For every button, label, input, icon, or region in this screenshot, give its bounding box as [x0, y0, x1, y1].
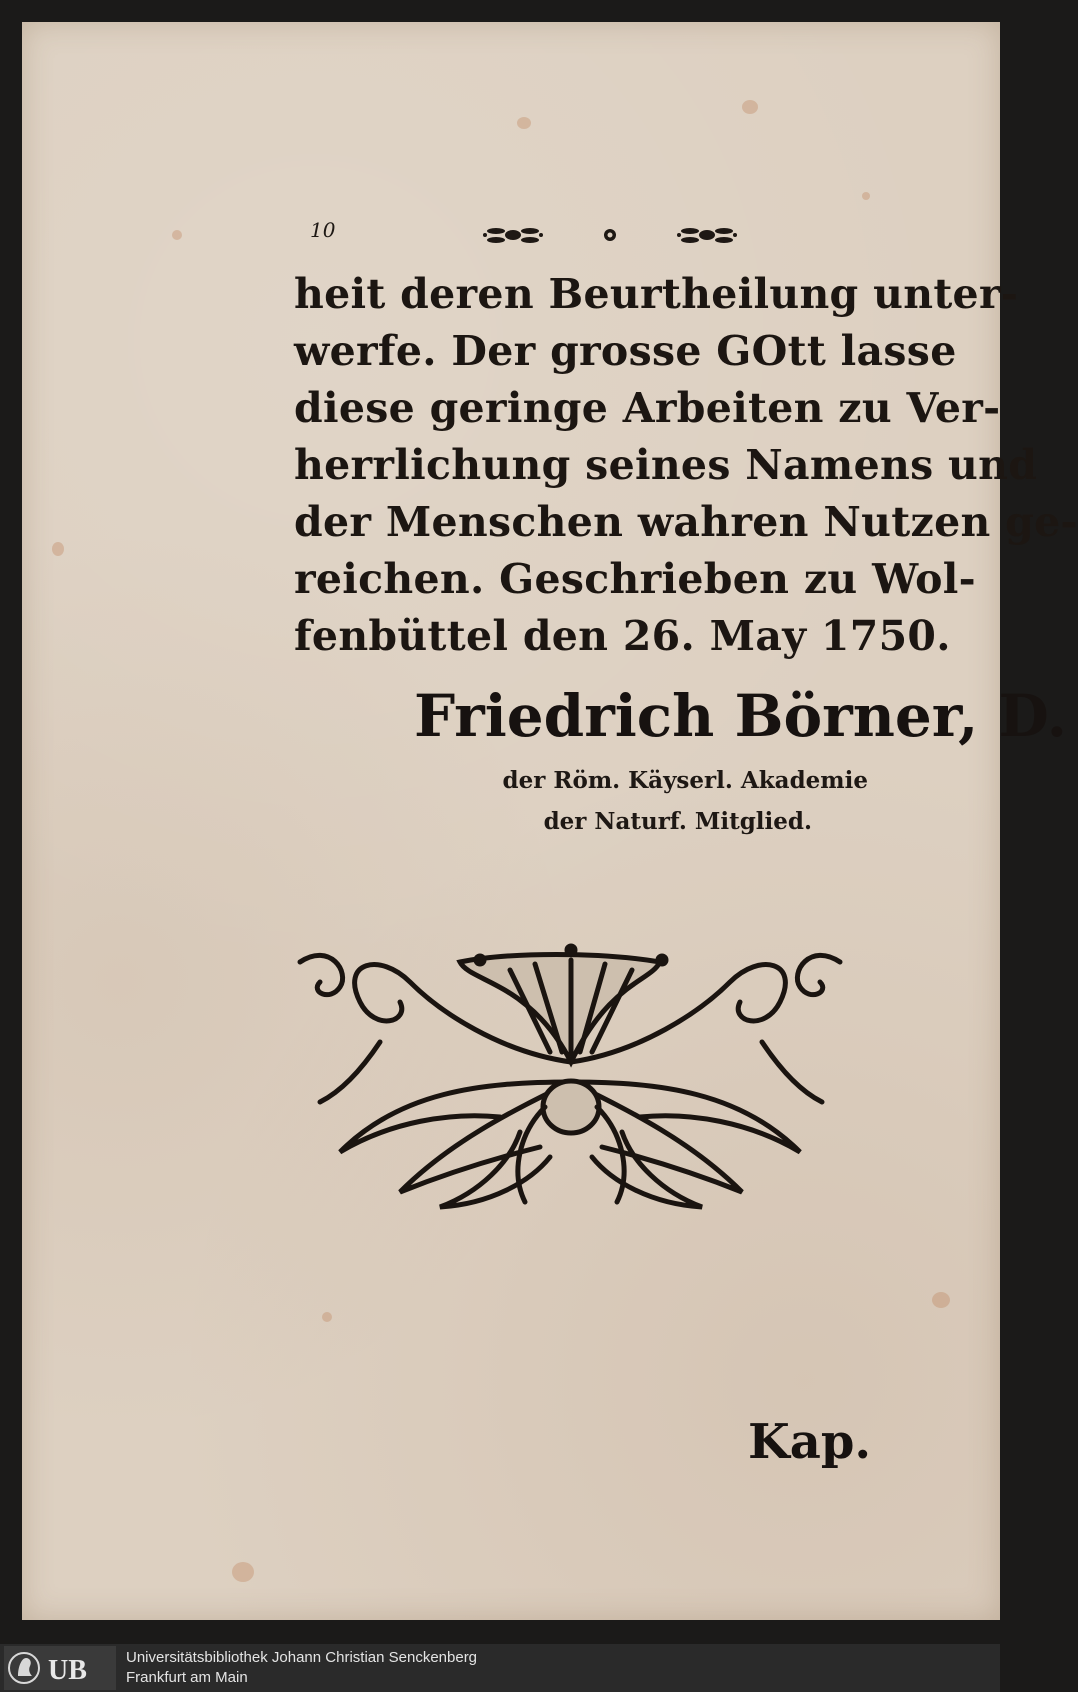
- catchword: Kap.: [748, 1414, 872, 1470]
- author-signature: Friedrich Börner, D.: [414, 682, 1067, 750]
- author-affiliation: der Naturf. Mitglied.: [543, 808, 812, 835]
- author-affiliation: der Röm. Käyserl. Akademie: [502, 767, 868, 794]
- header-ornament-icon: [482, 222, 544, 248]
- text-line: herrlichung seines Namens und: [294, 441, 1038, 489]
- body-paragraph: [294, 266, 1078, 665]
- text-line: heit deren Beurtheilung unter-: [294, 270, 1019, 318]
- library-credit: [126, 1648, 477, 1688]
- library-name: Universitätsbibliothek Johann Christian Senckenberg: [126, 1649, 478, 1666]
- vignette-icon: [280, 942, 862, 1222]
- text-line: werfe. Der grosse GOtt lasse: [294, 327, 957, 375]
- library-city: Frankfurt am Main: [126, 1669, 248, 1686]
- svg-text:UB: UB: [48, 1655, 87, 1686]
- header-ornament-icon: [676, 222, 738, 248]
- text-line: reichen. Geschrieben zu Wol-: [294, 555, 976, 603]
- ub-logo-icon: [4, 1646, 116, 1690]
- text-line: fenbüttel den 26. May 1750.: [294, 612, 951, 660]
- header-ornament-icon: [602, 222, 618, 248]
- text-line: diese geringe Arbeiten zu Ver-: [294, 384, 1001, 432]
- book-page: [22, 22, 1078, 1620]
- page-number: 10: [310, 218, 336, 242]
- library-footer: [0, 1644, 1000, 1692]
- text-line: der Menschen wahren Nutzen ge-: [294, 498, 1078, 546]
- running-header: [310, 218, 750, 254]
